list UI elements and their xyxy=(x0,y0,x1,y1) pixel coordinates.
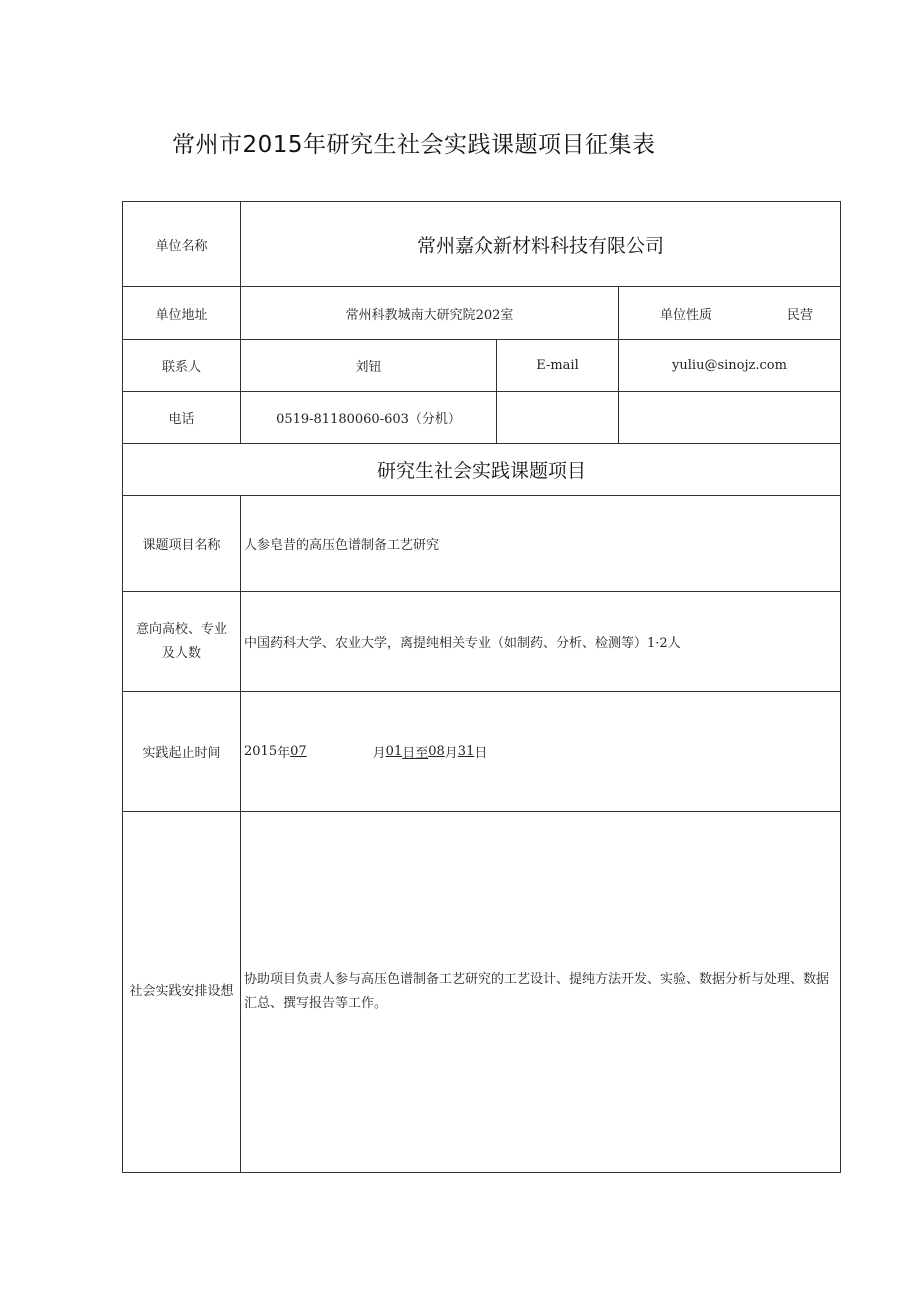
table-border-right xyxy=(840,201,841,1173)
address-label: 单位地址 xyxy=(155,307,208,323)
period-year-suffix: 年 xyxy=(277,746,291,761)
address-value: 常州科教城南大研究院202室 xyxy=(345,307,514,323)
period-end-month: 08 xyxy=(428,744,445,759)
target-label: 意向高校、专业及人数 xyxy=(135,621,227,661)
project-name-value: 人参皂昔的高压色谱制备工艺研究 xyxy=(244,538,440,553)
period-year: 2015 xyxy=(244,744,278,759)
period-label: 实践起止时间 xyxy=(142,746,221,761)
project-name-label: 课题项目名称 xyxy=(142,538,221,553)
contact-label: 联系人 xyxy=(161,360,201,375)
table-border-bottom xyxy=(122,1172,841,1173)
period-end-month-suffix: 月 xyxy=(444,746,458,761)
period-day-to: 日至 xyxy=(402,746,429,761)
period-start-day: 01 xyxy=(385,744,403,759)
target-value: 中国药科大学、农业大学，离提纯相关专业（如制药、分析、检测等）1·2人 xyxy=(244,636,681,651)
nature-label: 单位性质 xyxy=(660,307,713,323)
unit-name-label: 单位名称 xyxy=(155,238,208,254)
email-label: E-mail xyxy=(536,358,579,373)
phone-label: 电话 xyxy=(168,412,195,427)
period-month-suffix: 月 xyxy=(372,746,386,761)
contact-value: 刘钮 xyxy=(355,360,382,375)
plan-value: 协助项目负责人参与高压色谱制备工艺研究的工艺设计、提纯方法开发、实验、数据分析与处理、数据汇总、撰写报告等工作。 xyxy=(244,972,830,1011)
email-value: yuliu@sinojz.com xyxy=(672,358,787,373)
period-day-suffix: 日 xyxy=(474,746,488,761)
period-end-day: 31 xyxy=(457,744,475,759)
period-start-month: 07 xyxy=(290,744,307,759)
form-title: 常州市2015年研究生社会实践课题项目征集表 xyxy=(172,132,656,158)
period-value xyxy=(241,692,840,811)
nature-value: 民营 xyxy=(787,307,814,323)
plan-label: 社会实践安排设想 xyxy=(129,984,234,999)
unit-name-value: 常州嘉众新材料科技有限公司 xyxy=(416,234,664,257)
section-title: 研究生社会实践课题项目 xyxy=(376,460,586,482)
phone-value: 0519-81180060-603（分机） xyxy=(276,412,461,427)
